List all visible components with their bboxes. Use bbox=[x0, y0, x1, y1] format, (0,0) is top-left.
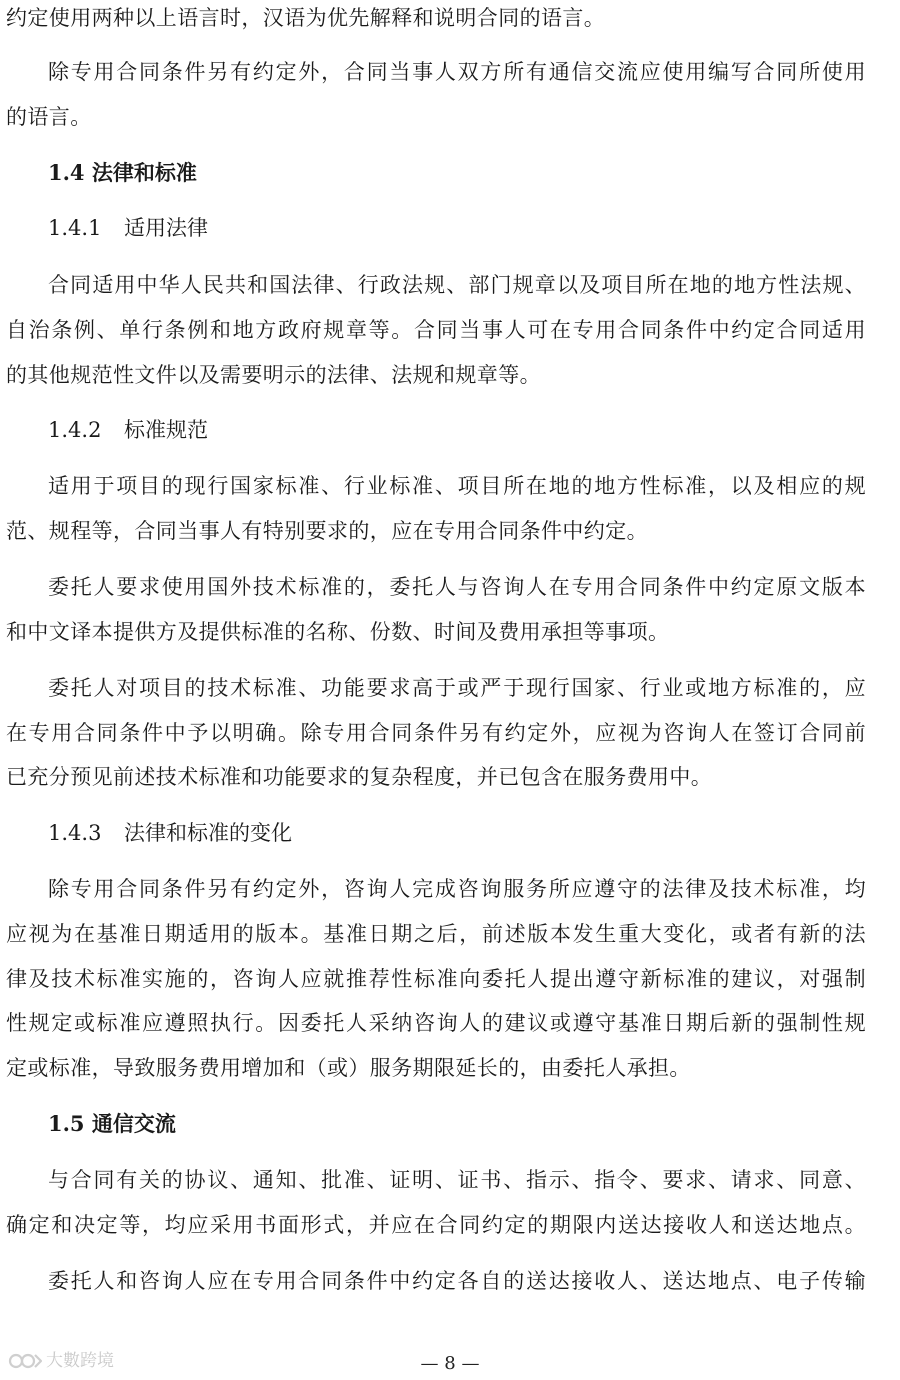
paragraph-line: 的其他规范性文件以及需要明示的法律、法规和规章等。 bbox=[6, 363, 541, 387]
paragraph-line: 与合同有关的协议、通知、批准、证明、证书、指示、指令、要求、请求、同意、 bbox=[48, 1168, 866, 1192]
page-number: — 8 — bbox=[420, 1353, 480, 1374]
paragraph-line: 除专用合同条件另有约定外，合同当事人双方所有通信交流应使用编写合同所使用 bbox=[48, 60, 866, 84]
paragraph-line: 除专用合同条件另有约定外，咨询人完成咨询服务所应遵守的法律及技术标准，均 bbox=[48, 877, 866, 901]
paragraph-line: 应视为在基准日期适用的版本。基准日期之后，前述版本发生重大变化，或者有新的法 bbox=[6, 922, 866, 946]
paragraph-line: 自治条例、单行条例和地方政府规章等。合同当事人可在专用合同条件中约定合同适用 bbox=[6, 318, 866, 342]
paragraph-line: 范、规程等，合同当事人有特别要求的，应在专用合同条件中约定。 bbox=[6, 519, 648, 543]
paragraph-line: 适用于项目的现行国家标准、行业标准、项目所在地的地方性标准，以及相应的规 bbox=[48, 474, 866, 498]
subsection-title: 适用法律 bbox=[124, 216, 208, 240]
paragraph-line: 和中文译本提供方及提供标准的名称、份数、时间及费用承担等事项。 bbox=[6, 620, 670, 644]
paragraph-line: 律及技术标准实施的，咨询人应就推荐性标准向委托人提出遵守新标准的建议，对强制 bbox=[6, 967, 866, 991]
watermark-text: 大數跨境 bbox=[46, 1351, 114, 1371]
subsection-title: 法律和标准的变化 bbox=[124, 821, 292, 845]
paragraph-line: 确定和决定等，均应采用书面形式，并应在合同约定的期限内送达接收人和送达地点。 bbox=[6, 1213, 866, 1237]
section-heading-1-5: 1.5 通信交流 bbox=[48, 1111, 176, 1136]
paragraph-line: 在专用合同条件中予以明确。除专用合同条件另有约定外，应视为咨询人在签订合同前 bbox=[6, 721, 866, 745]
paragraph-line: 的语言。 bbox=[6, 105, 92, 129]
paragraph-line: 合同适用中华人民共和国法律、行政法规、部门规章以及项目所在地的地方性法规、 bbox=[48, 273, 866, 297]
subsection-heading-1-4-2 bbox=[48, 415, 208, 445]
paragraph-line: 约定使用两种以上语言时，汉语为优先解释和说明合同的语言。 bbox=[6, 6, 606, 30]
section-heading-1-4: 1.4 法律和标准 bbox=[48, 160, 197, 185]
paragraph-line: 性规定或标准应遵照执行。因委托人采纳咨询人的建议或遵守基准日期后新的强制性规 bbox=[6, 1011, 866, 1035]
paragraph-line: 委托人和咨询人应在专用合同条件中约定各自的送达接收人、送达地点、电子传输 bbox=[48, 1269, 866, 1293]
subsection-number: 1.4.1 bbox=[48, 216, 102, 240]
paragraph-line: 委托人对项目的技术标准、功能要求高于或严于现行国家、行业或地方标准的，应 bbox=[48, 676, 866, 700]
paragraph-line: 定或标准，导致服务费用增加和（或）服务期限延长的，由委托人承担。 bbox=[6, 1056, 691, 1080]
subsection-title: 标准规范 bbox=[124, 418, 208, 442]
paragraph-line: 委托人要求使用国外技术标准的，委托人与咨询人在专用合同条件中约定原文版本 bbox=[48, 575, 866, 599]
subsection-number: 1.4.3 bbox=[48, 821, 102, 845]
subsection-heading-1-4-1 bbox=[48, 213, 208, 243]
subsection-heading-1-4-3 bbox=[48, 818, 292, 848]
subsection-number: 1.4.2 bbox=[48, 418, 102, 442]
paragraph-line: 已充分预见前述技术标准和功能要求的复杂程度，并已包含在服务费用中。 bbox=[6, 765, 713, 789]
